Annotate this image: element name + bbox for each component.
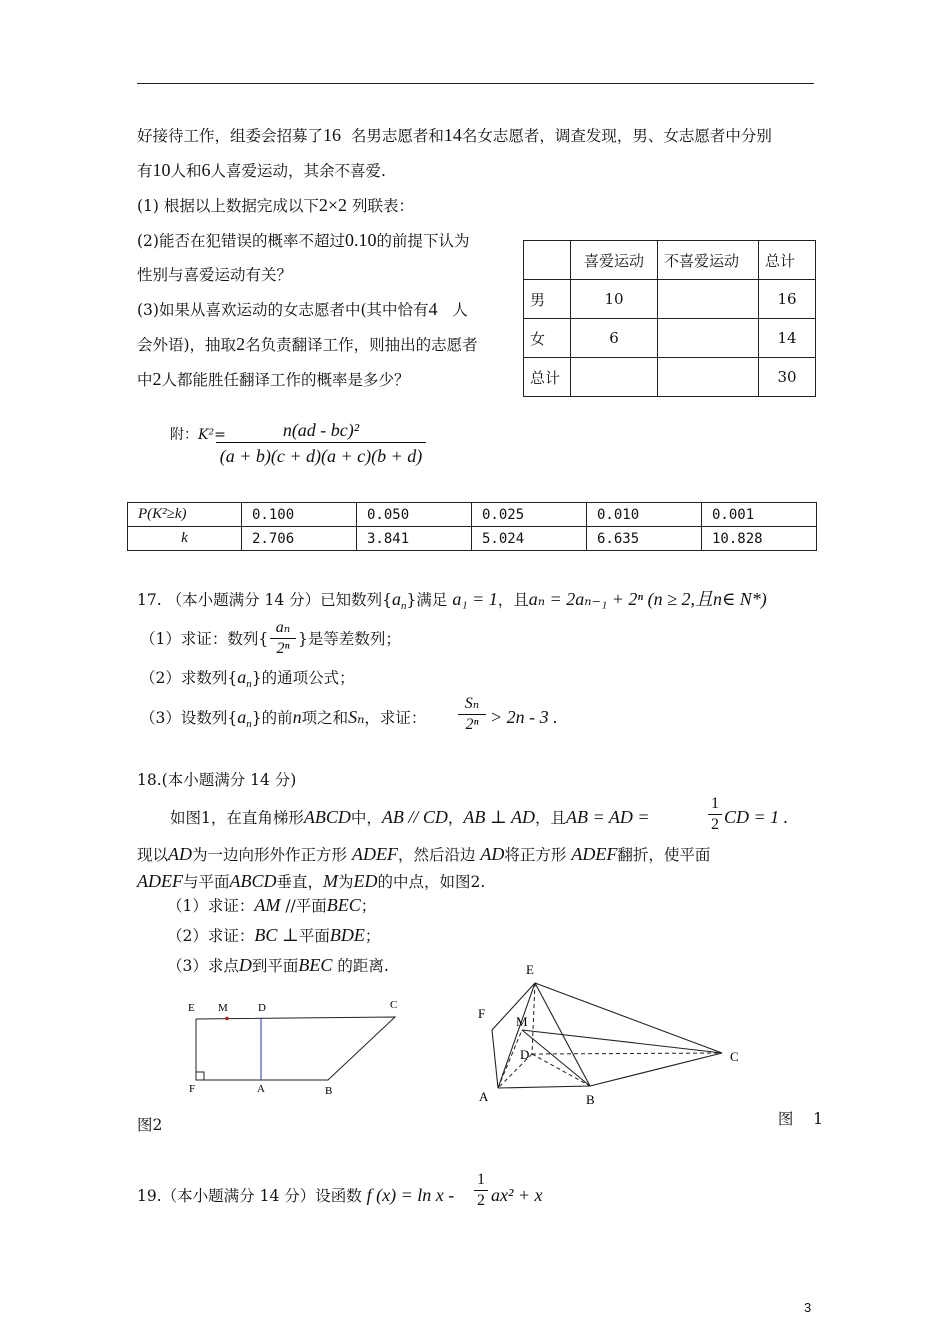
table-cell: 5.024 [472, 527, 587, 551]
table-cell: 不喜爱运动 [658, 241, 759, 280]
table-cell: 10 [571, 280, 658, 319]
table-cell: 16 [759, 280, 816, 319]
fig2-label-D: D [520, 1047, 530, 1062]
table-cell: 总计 [759, 241, 816, 280]
table-cell: 男 [524, 280, 571, 319]
table-cell: 14 [759, 319, 816, 358]
figure-2-caption: 图2 [137, 1116, 163, 1134]
p16-q3-line2: 会外语)，抽取2名负责翻译工作，则抽出的志愿者 [137, 334, 478, 354]
q19-head: 19.（本小题满分 14 分）设函数 f (x) = ln x - [137, 1185, 455, 1205]
critical-value-table [127, 502, 817, 551]
fig1-label-M: M [218, 1002, 228, 1014]
fig2-EF [492, 983, 535, 1030]
q18-sub1: （1）求证：AM //平面BEC； [167, 895, 377, 915]
table-cell [658, 280, 759, 319]
table-row [524, 241, 816, 280]
fig2-MB [522, 1030, 590, 1086]
table-cell: 总计 [524, 358, 571, 397]
fig2-label-E: E [526, 962, 534, 977]
table-cell: 喜爱运动 [571, 241, 658, 280]
figure-1-trapezoid [180, 990, 420, 1100]
q18-sub3: （3）求点D到平面BEC 的距离. [167, 955, 389, 975]
table-row [128, 527, 817, 551]
fig1-label-E: E [188, 1002, 195, 1014]
table-cell: 10.828 [702, 527, 817, 551]
p16-q2-line1: (2)能否在犯错误的概率不超过0.10的前提下认为 [137, 230, 470, 250]
q19-tail: ax² + x [491, 1185, 543, 1205]
q17-part1-tail: }是等差数列； [298, 630, 401, 648]
q18-sub2: （2）求证：BC ⊥平面BDE； [167, 925, 381, 945]
p16-q3-line1: (3)如果从喜欢运动的女志愿者中(其中恰有4 人 [137, 299, 468, 319]
page-number: 3 [804, 1300, 812, 1315]
q17-head: 17. （本小题满分 14 分）已知数列$\{a_n\}$满足 a₁ = 1，且aₙ = 2aₙ₋₁ + 2ⁿ (n ≥ 2,且n∈ N*) [137, 589, 767, 612]
table-cell: k [128, 527, 242, 551]
fig1-right-angle-mark [196, 1072, 204, 1080]
fig2-label-M: M [516, 1014, 528, 1029]
fig1-label-F: F [189, 1083, 196, 1095]
q18-line1: 如图1，在直角梯形ABCD中，AB // CD，AB ⊥ AD，且AB = AD = [170, 807, 650, 827]
q18-half: $\frac{1}{2}$ [708, 794, 722, 835]
table-cell: 3.841 [357, 527, 472, 551]
q19-half: $\frac{1}{2}$ [474, 1170, 488, 1211]
q18-head: 18.(本小题满分 14 分) [137, 771, 297, 789]
table-cell [571, 358, 658, 397]
fig2-label-B: B [586, 1092, 595, 1107]
table-cell: 30 [759, 358, 816, 397]
table-row [524, 280, 816, 319]
fig1-label-B: B [325, 1085, 333, 1097]
fig1-label-A: A [257, 1083, 265, 1095]
fig2-DC-hidden [532, 1053, 722, 1054]
table-cell: 女 [524, 319, 571, 358]
header-rule [137, 83, 814, 84]
table-row [128, 503, 817, 527]
table-cell [658, 319, 759, 358]
q17-frac1: $\frac{\text{aₙ}}{\text{2ⁿ}}$ [270, 618, 296, 659]
table-cell: 0.025 [472, 503, 587, 527]
table-row [524, 358, 816, 397]
fig2-FA [492, 1030, 498, 1088]
table-cell: 0.010 [587, 503, 702, 527]
q17-frac2: $\frac{\text{Sₙ}}{\text{2ⁿ}}$ [458, 694, 486, 735]
table-cell [524, 241, 571, 280]
q17-part1: （1）求证：数列{ [140, 630, 269, 648]
table-cell: 6 [571, 319, 658, 358]
q18-line2: 现以AD为一边向形外作正方形 ADEF，然后沿边 AD将正方形 ADEF翻折，使平面 [137, 844, 711, 864]
fig2-BC [590, 1053, 722, 1086]
table-cell: 2.706 [242, 527, 357, 551]
p16-intro-line1: 好接待工作，组委会招募了16 名男志愿者和14名女志愿者，调查发现，男、女志愿者中分别 [137, 125, 772, 145]
q17-part2: （2）求数列$\{a_n\}$的通项公式； [140, 667, 355, 690]
fig2-label-F: F [478, 1006, 486, 1021]
p16-intro-line2: 有10人和6人喜爱运动，其余不喜爱. [137, 160, 386, 180]
fig2-label-C: C [730, 1049, 739, 1064]
table-cell: 0.100 [242, 503, 357, 527]
contingency-table [523, 240, 816, 397]
formula-denominator: (a + b)(c + d)(a + c)(b + d) [216, 442, 426, 469]
table-cell: 0.050 [357, 503, 472, 527]
figure-2-solid [470, 958, 760, 1108]
fig1-label-C: C [390, 999, 398, 1011]
table-cell [658, 358, 759, 397]
p16-q3-line3: 中2人都能胜任翻译工作的概率是多少？ [137, 369, 410, 389]
q18-line1-tail: CD = 1 . [724, 807, 789, 827]
table-cell: 6.635 [587, 527, 702, 551]
p16-q1: (1) 根据以上数据完成以下2×2 列联表： [137, 195, 414, 215]
fig1-label-D: D [258, 1002, 266, 1014]
fig2-ED-hidden [532, 983, 535, 1054]
formula-label: 附：K²= [170, 427, 226, 443]
k2-formula [216, 418, 426, 469]
fig2-AB [498, 1086, 590, 1088]
fig2-label-A: A [479, 1089, 489, 1104]
fig1-point-M [225, 1017, 229, 1021]
fig1-outline [196, 1017, 395, 1080]
formula-numerator: n(ad - bc)² [282, 420, 360, 440]
q17-part3-tail: > 2n - 3 . [490, 707, 558, 727]
table-cell: 0.001 [702, 503, 817, 527]
p16-q2-line2: 性别与喜爱运动有关？ [137, 266, 293, 284]
fig2-AM-hidden [498, 1030, 522, 1088]
table-row [524, 319, 816, 358]
q18-line3: ADEF与平面ABCD垂直，M为ED的中点，如图2. [137, 871, 486, 891]
figure-1-caption: 图 1 [777, 1110, 823, 1128]
q17-part3: （3）设数列$\{a_n\}$的前n项之和Sₙ，求证： [140, 707, 427, 730]
table-cell: P(K²≥k) [128, 503, 242, 527]
